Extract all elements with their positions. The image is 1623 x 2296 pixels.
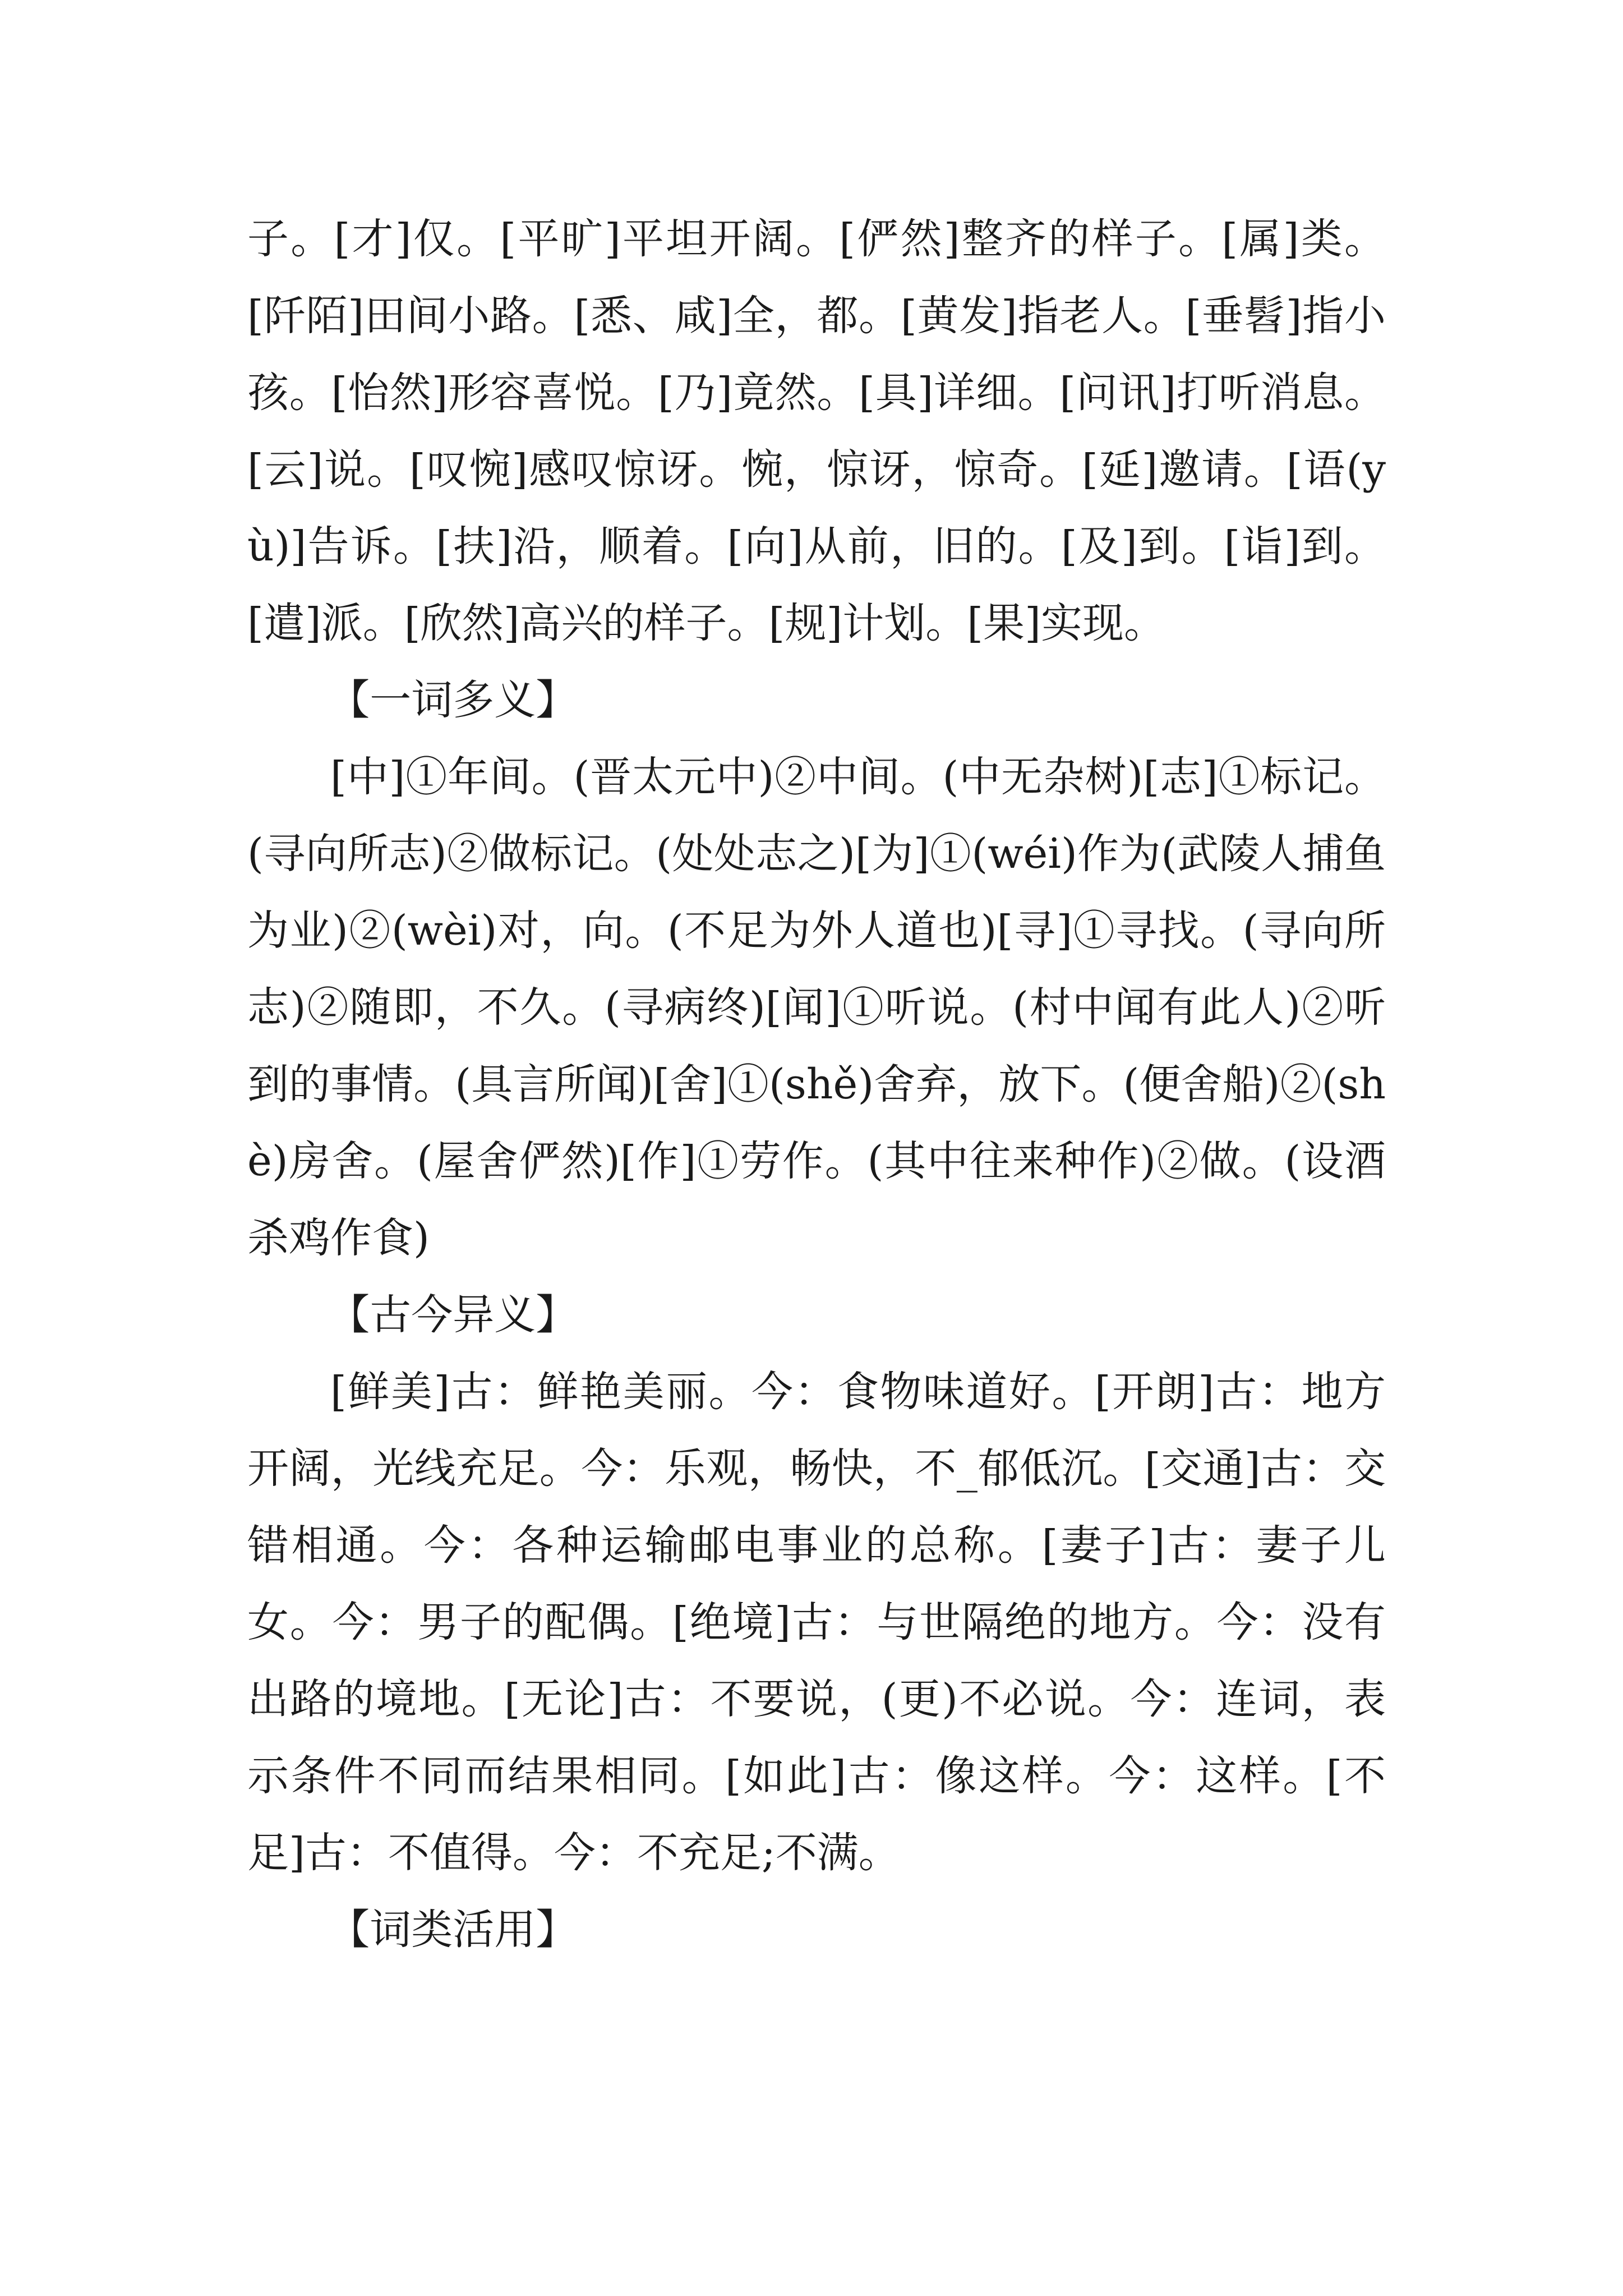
document-body [247,201,1386,1968]
section-heading-polysemy: 【一词多义】 [328,676,578,724]
section-heading-ancient-modern: 【古今异义】 [328,1291,578,1339]
intro-paragraph: 子。[才]仅。[平旷]平坦开阔。[俨然]整齐的样子。[属]类。[阡陌]田间小路。[悉、咸]全，都。[黄发]指老人。[垂髫]指小孩。[怡然]形容喜悦。[乃]竟然。[具]详细。[问讯]打听消息。[云]说。[叹惋]感叹惊讶。惋，惊讶，惊奇。[延]邀请。[语(yù)]告诉。[扶]沿，顺着。[向]从前，旧的。[及]到。[诣]到。[遣]派。[欣然]高兴的样子。[规]计划。[果]实现。 [247,215,1386,647]
section-body-polysemy: [中]①年间。(晋太元中)②中间。(中无杂树)[志]①标记。(寻向所志)②做标记。(处处志之)[为]①(wéi)作为(武陵人捕鱼为业)②(wèi)对，向。(不足为外人道也)[寻]①寻找。(寻向所志)②随即，不久。(寻病终)[闻]①听说。(村中闻有此人)②听到的事情。(具言所闻)[舍]①(shě)舍弃，放下。(便舍船)②(shè)房舍。(屋舍俨然)[作]①劳作。(其中往来种作)②做。(设酒杀鸡作食) [247,753,1386,1262]
section-body-ancient-modern: [鲜美]古：鲜艳美丽。今：食物味道好。[开朗]古：地方开阔，光线充足。今：乐观，畅快，不_郁低沉。[交通]古：交错相通。今：各种运输邮电事业的总称。[妻子]古：妻子儿女。今：男子的配偶。[绝境]古：与世隔绝的地方。今：没有出路的境地。[无论]古：不要说，(更)不必说。今：连词，表示条件不同而结果相同。[如此]古：像这样。今：这样。[不足]古：不值得。今：不充足;不满。 [247,1368,1386,1877]
section-heading-word-class: 【词类活用】 [328,1906,578,1954]
